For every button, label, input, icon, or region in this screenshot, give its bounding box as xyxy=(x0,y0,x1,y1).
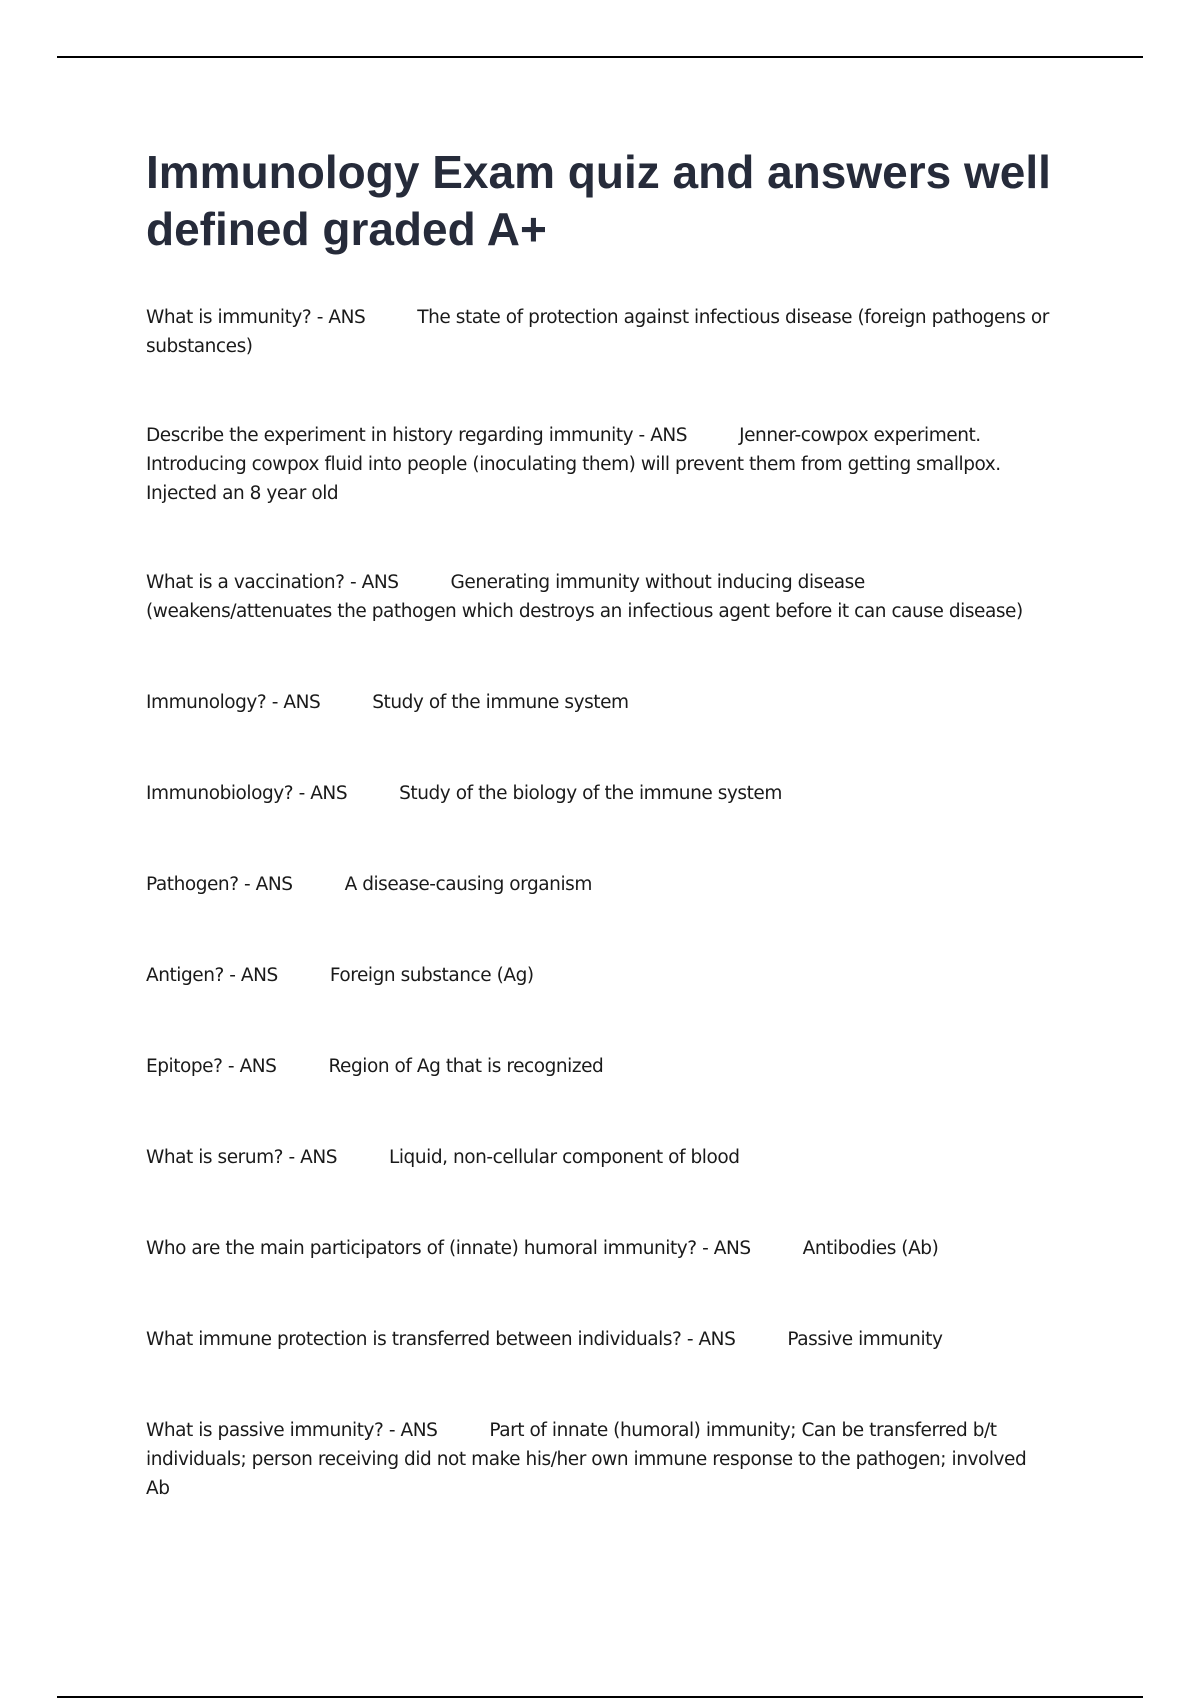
bottom-divider xyxy=(57,1696,1143,1698)
qa-answer: Antibodies (Ab) xyxy=(802,1238,939,1259)
qa-question: What is a vaccination? - ANS xyxy=(146,572,399,593)
qa-item xyxy=(146,1052,1051,1081)
qa-question: Pathogen? - ANS xyxy=(146,874,293,895)
qa-item xyxy=(146,303,1051,361)
qa-answer: Generating immunity without inducing disease (weakens/attenuates the pathogen which destroys an infectious agent before it can cause disease) xyxy=(146,572,1023,622)
qa-answer: Region of Ag that is recognized xyxy=(328,1056,604,1077)
qa-answer: Foreign substance (Ag) xyxy=(329,965,534,986)
qa-answer: The state of protection against infectious disease (foreign pathogens or substances) xyxy=(146,307,1049,357)
qa-answer: A disease-causing organism xyxy=(344,874,592,895)
qa-item xyxy=(146,1416,1051,1503)
qa-answer: Passive immunity xyxy=(787,1329,943,1350)
qa-item xyxy=(146,1234,1051,1263)
qa-answer: Liquid, non-cellular component of blood xyxy=(389,1147,740,1168)
qa-list xyxy=(146,303,1051,1503)
qa-question: Describe the experiment in history regarding immunity - ANS xyxy=(146,425,688,446)
qa-item xyxy=(146,779,1051,808)
top-divider xyxy=(57,56,1143,58)
qa-item xyxy=(146,421,1051,508)
qa-answer: Study of the immune system xyxy=(372,692,629,713)
qa-answer: Jenner-cowpox experiment. Introducing cowpox fluid into people (inoculating them) will prevent them from getting smallpox. Injected an 8 year old xyxy=(146,425,1001,504)
page-title: Immunology Exam quiz and answers well defined graded A+ xyxy=(146,146,1051,255)
qa-item xyxy=(146,1143,1051,1172)
qa-item xyxy=(146,870,1051,899)
qa-question: Immunobiology? - ANS xyxy=(146,783,348,804)
qa-answer: Study of the biology of the immune system xyxy=(399,783,782,804)
qa-item xyxy=(146,1325,1051,1354)
qa-question: What is serum? - ANS xyxy=(146,1147,338,1168)
qa-item xyxy=(146,961,1051,990)
qa-question: Immunology? - ANS xyxy=(146,692,321,713)
qa-question: What is passive immunity? - ANS xyxy=(146,1420,438,1441)
qa-answer: Part of innate (humoral) immunity; Can be transferred b/t individuals; person receiving did not make his/her own immune response to the pathogen; involved Ab xyxy=(146,1420,1027,1499)
qa-item xyxy=(146,568,1051,626)
qa-question: What is immunity? - ANS xyxy=(146,307,366,328)
qa-item xyxy=(146,688,1051,717)
qa-question: What immune protection is transferred between individuals? - ANS xyxy=(146,1329,736,1350)
qa-question: Epitope? - ANS xyxy=(146,1056,277,1077)
qa-question: Who are the main participators of (innate) humoral immunity? - ANS xyxy=(146,1238,751,1259)
qa-question: Antigen? - ANS xyxy=(146,965,278,986)
